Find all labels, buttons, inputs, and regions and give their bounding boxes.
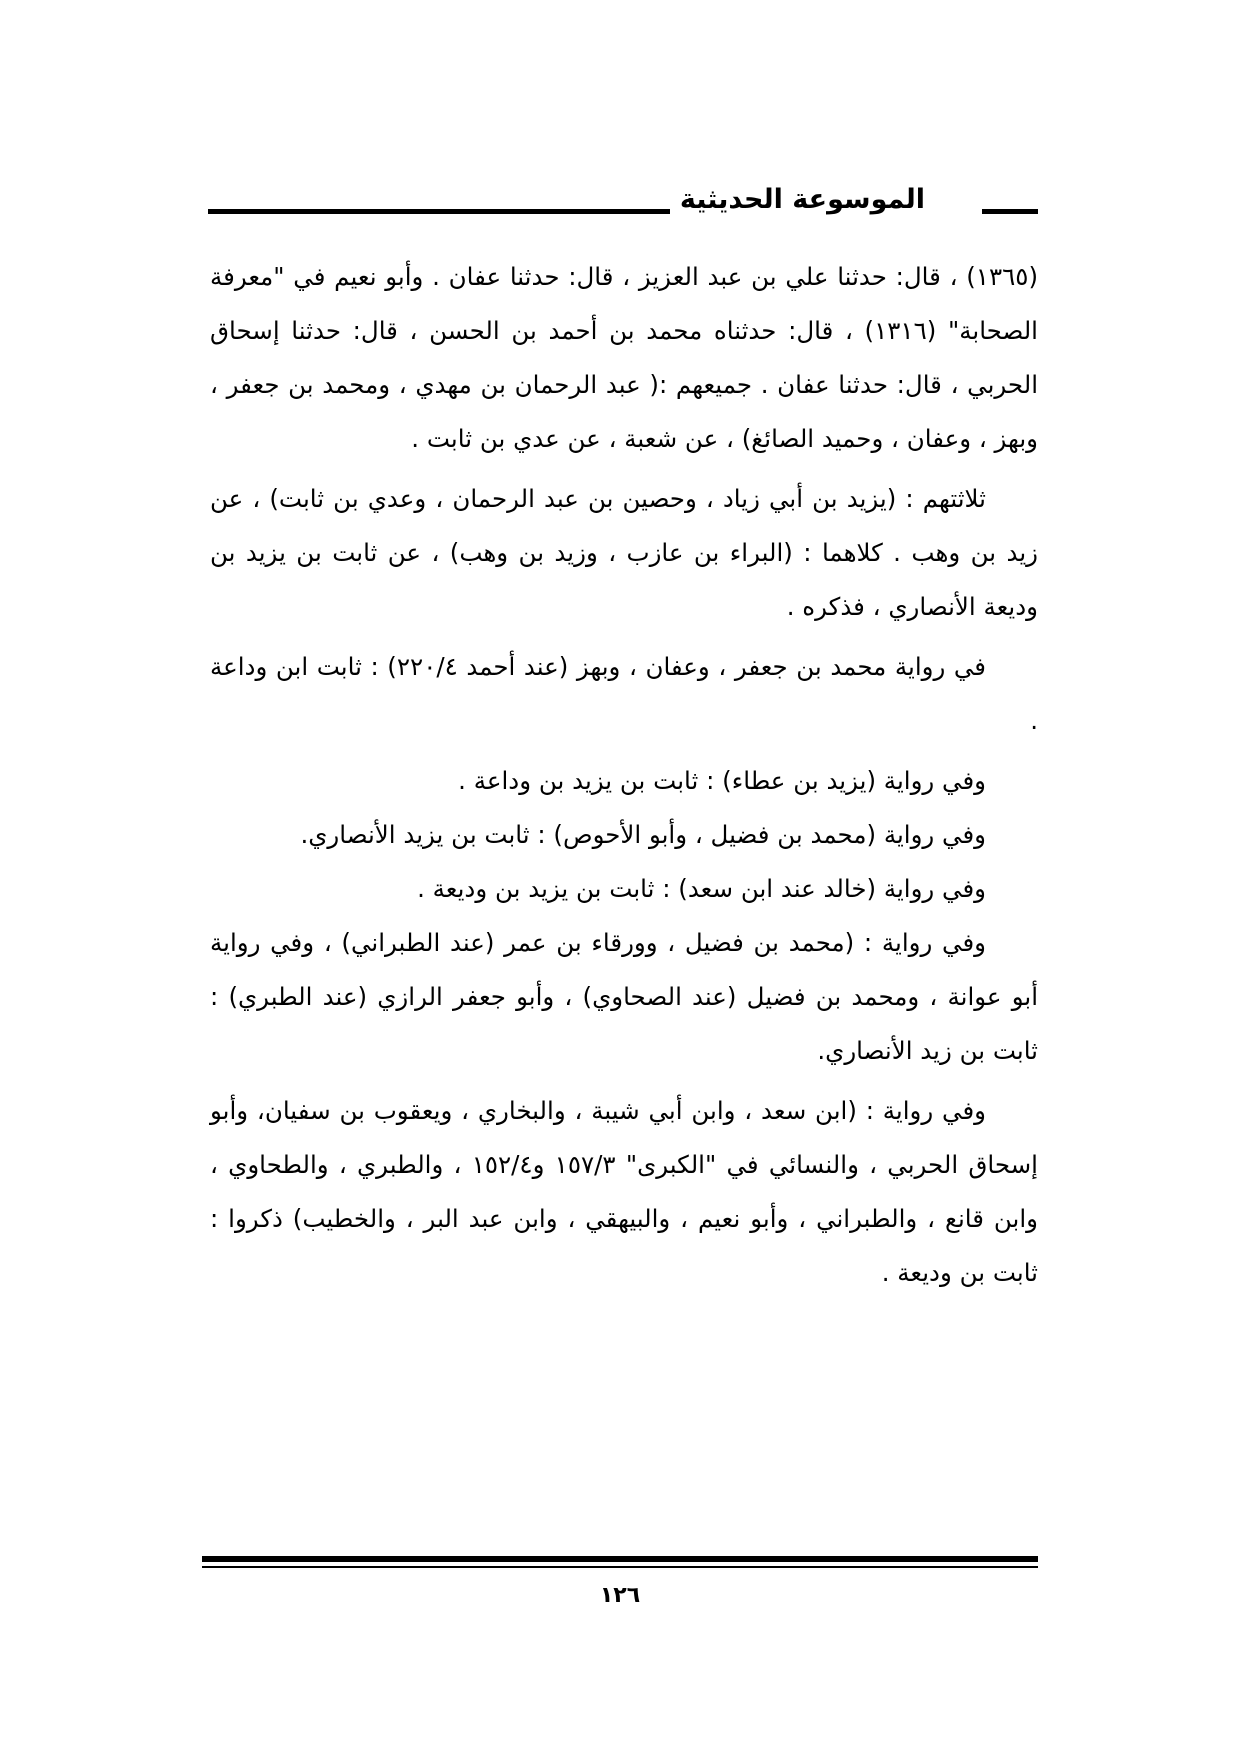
footer-rule-thin	[202, 1566, 1038, 1568]
paragraph-3: في رواية محمد بن جعفر ، وعفان ، وبهز (عند أحمد ٢٢٠/٤) : ثابت ابن وداعة .	[210, 652, 1038, 735]
paragraph-7: وفي رواية : (محمد بن فضيل ، وورقاء بن عمر (عند الطبراني) ، وفي رواية أبو عوانة ، ومحمد بن فضيل (عند الصحاوي) ، وأبو جعفر الرازي (عند الطبري) : ثابت بن زيد الأنصاري.	[210, 928, 1038, 1065]
footer-rule-thick	[202, 1556, 1038, 1562]
header-rule-right	[982, 209, 1038, 214]
header-title: الموسوعة الحديثية	[670, 184, 935, 215]
paragraph-8: وفي رواية : (ابن سعد ، وابن أبي شيبة ، والبخاري ، ويعقوب بن سفيان، وأبو إسحاق الحربي ، والنسائي في "الكبرى" ١٥٧/٣ و١٥٢/٤ ، والطبري ، والطحاوي ، وابن قانع ، والطبراني ، وأبو نعيم ، والبيهقي ، وابن عبد البر ، والخطيب) ذكروا : ثابت بن وديعة .	[210, 1096, 1038, 1287]
paragraph-5: وفي رواية (محمد بن فضيل ، وأبو الأحوص) : ثابت بن يزيد الأنصاري.	[300, 820, 986, 849]
paragraph-4: وفي رواية (يزيد بن عطاء) : ثابت بن يزيد بن وداعة .	[458, 766, 986, 795]
paragraph-2: ثلاثتهم : (يزيد بن أبي زياد ، وحصين بن عبد الرحمان ، وعدي بن ثابت) ، عن زيد بن وهب . كلاهما : (البراء بن عازب ، وزيد بن وهب) ، عن ثابت بن يزيد بن وديعة الأنصاري ، فذكره .	[210, 484, 1038, 621]
paragraph-6: وفي رواية (خالد عند ابن سعد) : ثابت بن يزيد بن وديعة .	[417, 874, 986, 903]
running-header	[208, 182, 1038, 232]
paragraph-1: (١٣٦٥) ، قال: حدثنا علي بن عبد العزيز ، قال: حدثنا عفان . وأبو نعيم في "معرفة الصحابة" (١٣١٦) ، قال: حدثناه محمد بن أحمد بن الحسن ، قال: حدثنا إسحاق الحربي ، قال: حدثنا عفان . جميعهم :( عبد الرحمان بن مهدي ، ومحمد بن جعفر ، وبهز ، وعفان ، وحميد الصائغ) ، عن شعبة ، عن عدي بن ثابت .	[210, 262, 1038, 453]
page-number: ١٢٦	[599, 1583, 641, 1608]
header-rule-left	[208, 209, 708, 214]
body-text	[210, 250, 1038, 1306]
